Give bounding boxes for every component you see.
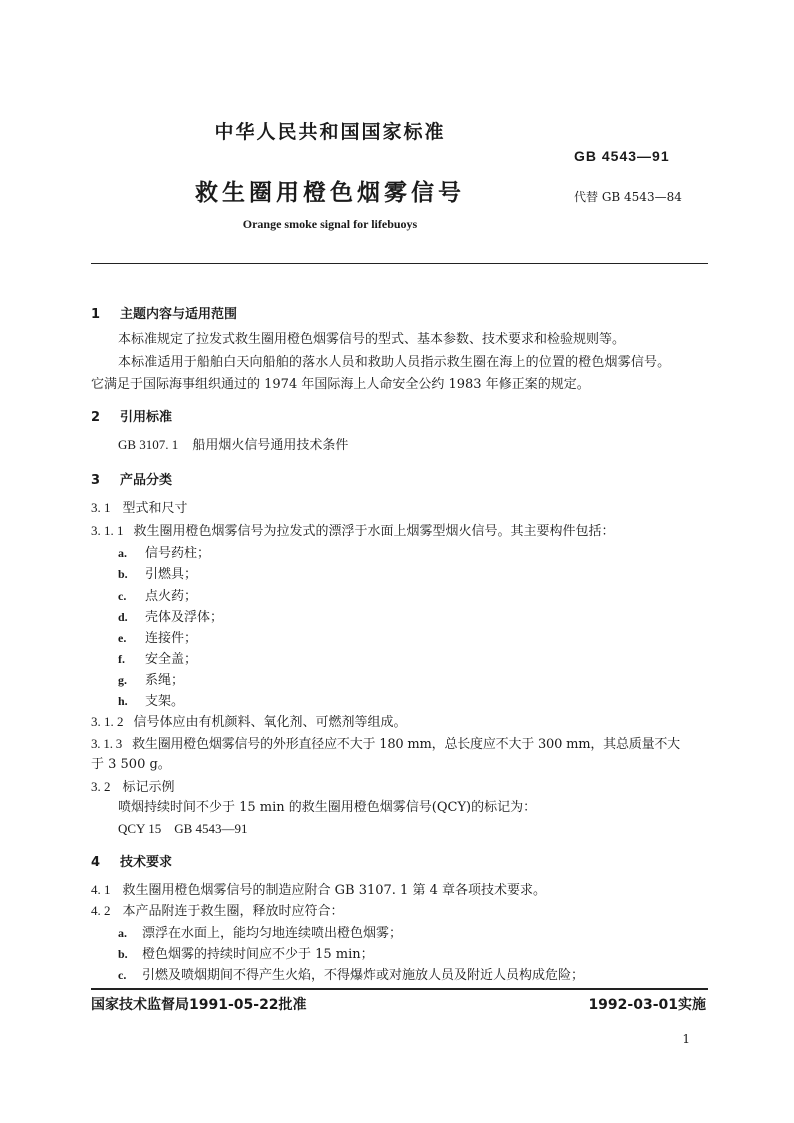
list-item bbox=[118, 672, 184, 689]
list-item bbox=[118, 609, 223, 626]
list-item bbox=[118, 946, 374, 963]
clause-text: 信号体应由有机颜料、氧化剂、可燃剂等组成。 bbox=[133, 715, 407, 730]
footer-divider bbox=[91, 988, 708, 990]
clause-number: 4. 1 bbox=[91, 882, 111, 897]
section-3-heading bbox=[91, 469, 172, 488]
list-label: f. bbox=[118, 652, 125, 666]
list-text: 引燃具； bbox=[145, 567, 198, 582]
clause-3-1-2 bbox=[91, 714, 407, 731]
clause-text: 救生圈用橙色烟雾信号的外形直径应不大于 180 mm，总长度应不大于 300 mm，其总质量不大 bbox=[132, 737, 680, 752]
clause-number: 3. 1. 1 bbox=[91, 523, 124, 538]
reference-code: GB 3107. 1 bbox=[118, 437, 179, 452]
list-label: d. bbox=[118, 610, 128, 624]
clause-4-2 bbox=[91, 903, 344, 920]
clause-3-1-3 bbox=[91, 736, 680, 753]
list-text: 壳体及浮体； bbox=[145, 610, 224, 625]
clause-4-1 bbox=[91, 882, 546, 899]
section-title: 引用标准 bbox=[120, 410, 173, 425]
english-title: Orange smoke signal for lifebuoys bbox=[242, 217, 418, 231]
list-label: b. bbox=[118, 947, 128, 961]
list-label: c. bbox=[118, 589, 127, 603]
list-item bbox=[118, 566, 197, 583]
national-standard-title: 中华人民共和国国家标准 bbox=[214, 121, 446, 143]
list-item bbox=[118, 588, 197, 605]
section-number: 4 bbox=[91, 855, 101, 870]
list-text: 引燃及喷烟期间不得产生火焰，不得爆炸或对施放人员及附近人员构成危险； bbox=[142, 968, 585, 983]
list-text: 点火药； bbox=[145, 589, 198, 604]
marking-example: QCY 15 GB 4543—91 bbox=[118, 821, 248, 836]
clause-continuation: 于 3 500 g。 bbox=[91, 757, 171, 772]
list-label: e. bbox=[118, 631, 127, 645]
list-label: c. bbox=[118, 968, 127, 982]
paragraph: 本标准适用于船舶白天向船舶的落水人员和救助人员指示救生圈在海上的位置的橙色烟雾信号。 bbox=[118, 355, 671, 370]
list-text: 支架。 bbox=[145, 694, 185, 709]
list-text: 信号药柱； bbox=[145, 546, 211, 561]
list-text: 橙色烟雾的持续时间应不少于 15 min； bbox=[142, 947, 374, 962]
clause-3-2 bbox=[91, 779, 175, 796]
clause-number: 3. 1 bbox=[91, 500, 111, 515]
list-text: 连接件； bbox=[145, 631, 198, 646]
clause-number: 4. 2 bbox=[91, 903, 111, 918]
clause-text: 救生圈用橙色烟雾信号为拉发式的漂浮于水面上烟雾型烟火信号。其主要构件包括： bbox=[133, 524, 615, 539]
clause-3-1 bbox=[91, 500, 188, 517]
list-item bbox=[118, 651, 197, 668]
list-item bbox=[118, 693, 184, 710]
document-title: 救生圈用橙色烟雾信号 bbox=[195, 180, 465, 206]
list-label: h. bbox=[118, 694, 128, 708]
effective-date: 1992-03-01实施 bbox=[588, 997, 706, 1013]
list-item bbox=[118, 967, 584, 984]
clause-title: 型式和尺寸 bbox=[122, 501, 188, 516]
paragraph: 喷烟持续时间不少于 15 min 的救生圈用橙色烟雾信号(QCY)的标记为： bbox=[118, 800, 537, 815]
header-divider bbox=[91, 263, 708, 264]
list-label: g. bbox=[118, 673, 127, 687]
section-title: 主题内容与适用范围 bbox=[120, 307, 238, 322]
section-number: 2 bbox=[91, 410, 101, 425]
section-number: 3 bbox=[91, 473, 101, 488]
section-number: 1 bbox=[91, 307, 101, 322]
list-item bbox=[118, 630, 197, 647]
section-2-heading bbox=[91, 406, 172, 425]
section-4-heading bbox=[91, 851, 172, 870]
approval-date: 国家技术监督局1991-05-22批准 bbox=[91, 997, 307, 1013]
clause-number: 3. 1. 3 bbox=[91, 736, 123, 751]
list-text: 安全盖； bbox=[145, 652, 198, 667]
list-item bbox=[118, 925, 402, 942]
clause-3-1-1 bbox=[91, 523, 615, 540]
page-number: 1 bbox=[682, 1032, 690, 1046]
clause-title: 标记示例 bbox=[122, 780, 175, 795]
section-title: 技术要求 bbox=[120, 855, 173, 870]
replaces-standard: 代替 GB 4543—84 bbox=[574, 190, 682, 204]
list-text: 系绳； bbox=[145, 673, 185, 688]
reference-item bbox=[118, 437, 348, 454]
section-title: 产品分类 bbox=[120, 473, 173, 488]
clause-text: 本产品附连于救生圈，释放时应符合： bbox=[122, 904, 344, 919]
list-label: b. bbox=[118, 567, 128, 581]
paragraph-continuation: 它满足于国际海事组织通过的 1974 年国际海上人命安全公约 1983 年修正案的规定。 bbox=[91, 377, 590, 392]
list-label: a. bbox=[118, 926, 127, 940]
reference-title: 船用烟火信号通用技术条件 bbox=[192, 438, 349, 453]
clause-text: 救生圈用橙色烟雾信号的制造应附合 GB 3107. 1 第 4 章各项技术要求。 bbox=[122, 883, 546, 898]
clause-number: 3. 1. 2 bbox=[91, 714, 124, 729]
standard-code: GB 4543—91 bbox=[574, 148, 670, 164]
list-label: a. bbox=[118, 546, 127, 560]
list-text: 漂浮在水面上，能均匀地连续喷出橙色烟雾； bbox=[142, 926, 403, 941]
section-1-heading bbox=[91, 303, 237, 322]
paragraph: 本标准规定了拉发式救生圈用橙色烟雾信号的型式、基本参数、技术要求和检验规则等。 bbox=[118, 332, 626, 347]
list-item bbox=[118, 545, 210, 562]
clause-number: 3. 2 bbox=[91, 779, 111, 794]
